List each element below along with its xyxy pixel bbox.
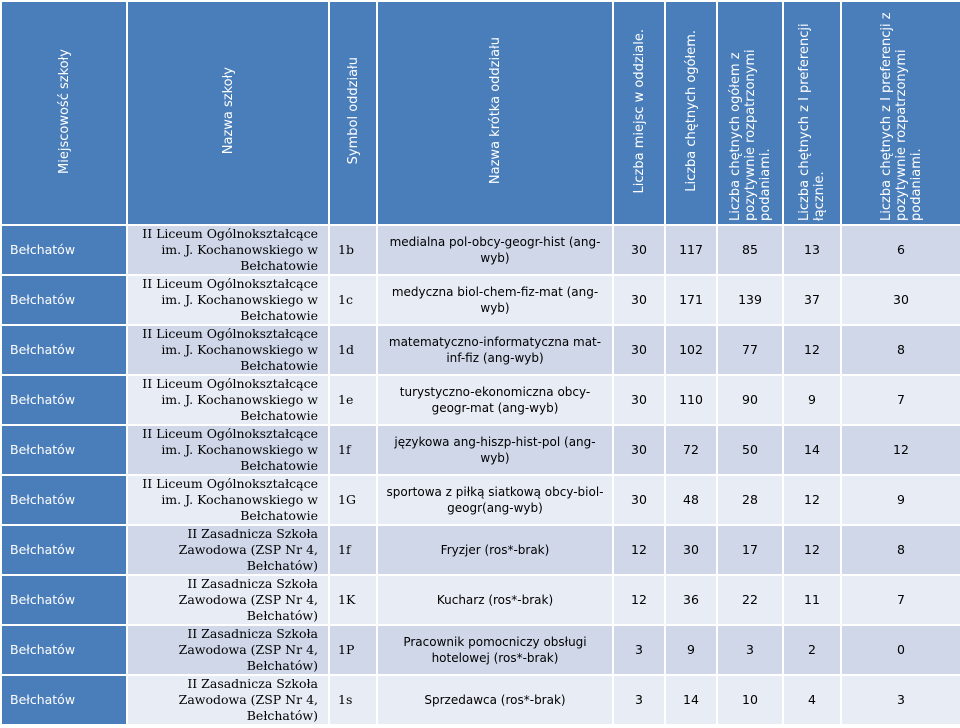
table-row xyxy=(2,526,960,574)
symbol-cell: 1b xyxy=(330,226,376,274)
places-cell: 30 xyxy=(614,426,664,474)
places-cell: 30 xyxy=(614,376,664,424)
applicants-positive-cell: 50 xyxy=(718,426,782,474)
school-cell: II Liceum Ogólnokształcące im. J. Kochanowskiego w Bełchatowie xyxy=(128,376,328,424)
pref1-positive-cell: 30 xyxy=(842,276,960,324)
symbol-cell: 1G xyxy=(330,476,376,524)
pref1-total-cell: 14 xyxy=(784,426,840,474)
applicants-total-cell: 9 xyxy=(666,626,716,674)
applicants-total-cell: 30 xyxy=(666,526,716,574)
pref1-positive-cell: 9 xyxy=(842,476,960,524)
table-row xyxy=(2,476,960,524)
header-pref1-total: Liczba chętnych z I preferencji łącznie. xyxy=(784,2,840,224)
pref1-positive-cell: 8 xyxy=(842,326,960,374)
city-cell: Bełchatów xyxy=(2,226,126,274)
city-cell: Bełchatów xyxy=(2,376,126,424)
class-name-cell: językowa ang-hiszp-hist-pol (ang-wyb) xyxy=(378,426,612,474)
applicants-positive-cell: 90 xyxy=(718,376,782,424)
applicants-total-cell: 14 xyxy=(666,676,716,724)
header-school: Nazwa szkoły xyxy=(128,2,328,224)
pref1-total-cell: 2 xyxy=(784,626,840,674)
city-cell: Bełchatów xyxy=(2,476,126,524)
pref1-total-cell: 12 xyxy=(784,526,840,574)
pref1-positive-cell: 7 xyxy=(842,376,960,424)
city-cell: Bełchatów xyxy=(2,576,126,624)
places-cell: 12 xyxy=(614,576,664,624)
class-name-cell: turystyczno-ekonomiczna obcy-geogr-mat (ang-wyb) xyxy=(378,376,612,424)
school-cell: II Liceum Ogólnokształcące im. J. Kochanowskiego w Bełchatowie xyxy=(128,326,328,374)
class-name-cell: Kucharz (ros*-brak) xyxy=(378,576,612,624)
pref1-total-cell: 11 xyxy=(784,576,840,624)
pref1-positive-cell: 7 xyxy=(842,576,960,624)
symbol-cell: 1s xyxy=(330,676,376,724)
applicants-total-cell: 171 xyxy=(666,276,716,324)
symbol-cell: 1e xyxy=(330,376,376,424)
city-cell: Bełchatów xyxy=(2,526,126,574)
pref1-positive-cell: 3 xyxy=(842,676,960,724)
class-name-cell: sportowa z piłką siatkową obcy-biol-geogr(ang-wyb) xyxy=(378,476,612,524)
city-cell: Bełchatów xyxy=(2,626,126,674)
applicants-total-cell: 36 xyxy=(666,576,716,624)
applicants-positive-cell: 3 xyxy=(718,626,782,674)
school-cell: II Liceum Ogólnokształcące im. J. Kochanowskiego w Bełchatowie xyxy=(128,276,328,324)
applicants-total-cell: 102 xyxy=(666,326,716,374)
places-cell: 30 xyxy=(614,276,664,324)
table-row xyxy=(2,626,960,674)
school-cell: II Liceum Ogólnokształcące im. J. Kochanowskiego w Bełchatowie xyxy=(128,426,328,474)
pref1-positive-cell: 0 xyxy=(842,626,960,674)
symbol-cell: 1d xyxy=(330,326,376,374)
applicants-positive-cell: 22 xyxy=(718,576,782,624)
symbol-cell: 1f xyxy=(330,426,376,474)
table-row xyxy=(2,576,960,624)
header-symbol: Symbol oddziału xyxy=(330,2,376,224)
places-cell: 12 xyxy=(614,526,664,574)
symbol-cell: 1c xyxy=(330,276,376,324)
places-cell: 30 xyxy=(614,326,664,374)
applicants-positive-cell: 17 xyxy=(718,526,782,574)
places-cell: 30 xyxy=(614,476,664,524)
table-body xyxy=(2,226,960,724)
class-name-cell: Sprzedawca (ros*-brak) xyxy=(378,676,612,724)
header-places: Liczba miejsc w oddziale. xyxy=(614,2,664,224)
pref1-total-cell: 13 xyxy=(784,226,840,274)
header-row xyxy=(2,2,960,224)
city-cell: Bełchatów xyxy=(2,426,126,474)
table-row xyxy=(2,376,960,424)
header-pref1-positive: Liczba chętnych z I preferencji z pozytywnie rozpatrzonymi podaniami. xyxy=(842,2,960,224)
table-row xyxy=(2,326,960,374)
pref1-positive-cell: 12 xyxy=(842,426,960,474)
applicants-positive-cell: 139 xyxy=(718,276,782,324)
pref1-total-cell: 12 xyxy=(784,326,840,374)
school-cell: II Zasadnicza Szkoła Zawodowa (ZSP Nr 4, Bełchatów) xyxy=(128,626,328,674)
applicants-total-cell: 110 xyxy=(666,376,716,424)
header-applicants-total: Liczba chętnych ogółem. xyxy=(666,2,716,224)
header-city: Miejscowość szkoły xyxy=(2,2,126,224)
school-cell: II Zasadnicza Szkoła Zawodowa (ZSP Nr 4, Bełchatów) xyxy=(128,576,328,624)
city-cell: Bełchatów xyxy=(2,326,126,374)
class-name-cell: Fryzjer (ros*-brak) xyxy=(378,526,612,574)
applicants-positive-cell: 85 xyxy=(718,226,782,274)
symbol-cell: 1K xyxy=(330,576,376,624)
pref1-total-cell: 9 xyxy=(784,376,840,424)
places-cell: 3 xyxy=(614,626,664,674)
school-cell: II Zasadnicza Szkoła Zawodowa (ZSP Nr 4, Bełchatów) xyxy=(128,526,328,574)
pref1-positive-cell: 8 xyxy=(842,526,960,574)
class-name-cell: matematyczno-informatyczna mat-inf-fiz (ang-wyb) xyxy=(378,326,612,374)
places-cell: 30 xyxy=(614,226,664,274)
table-row xyxy=(2,676,960,724)
table-row xyxy=(2,276,960,324)
table-row xyxy=(2,426,960,474)
pref1-total-cell: 37 xyxy=(784,276,840,324)
city-cell: Bełchatów xyxy=(2,676,126,724)
applicants-positive-cell: 77 xyxy=(718,326,782,374)
table-row xyxy=(2,226,960,274)
applicants-total-cell: 72 xyxy=(666,426,716,474)
symbol-cell: 1f xyxy=(330,526,376,574)
applicants-positive-cell: 10 xyxy=(718,676,782,724)
pref1-total-cell: 4 xyxy=(784,676,840,724)
school-cell: II Liceum Ogólnokształcące im. J. Kochanowskiego w Bełchatowie xyxy=(128,226,328,274)
school-cell: II Liceum Ogólnokształcące im. J. Kochanowskiego w Bełchatowie xyxy=(128,476,328,524)
pref1-total-cell: 12 xyxy=(784,476,840,524)
city-cell: Bełchatów xyxy=(2,276,126,324)
applicants-total-cell: 48 xyxy=(666,476,716,524)
symbol-cell: 1P xyxy=(330,626,376,674)
pref1-positive-cell: 6 xyxy=(842,226,960,274)
header-applicants-positive: Liczba chętnych ogółem z pozytywnie rozpatrzonymi podaniami. xyxy=(718,2,782,224)
applicants-total-cell: 117 xyxy=(666,226,716,274)
header-short-name: Nazwa krótka oddziału xyxy=(378,2,612,224)
class-name-cell: medyczna biol-chem-fiz-mat (ang-wyb) xyxy=(378,276,612,324)
class-name-cell: medialna pol-obcy-geogr-hist (ang-wyb) xyxy=(378,226,612,274)
class-name-cell: Pracownik pomocniczy obsługi hotelowej (ros*-brak) xyxy=(378,626,612,674)
applicants-positive-cell: 28 xyxy=(718,476,782,524)
places-cell: 3 xyxy=(614,676,664,724)
school-cell: II Zasadnicza Szkoła Zawodowa (ZSP Nr 4, Bełchatów) xyxy=(128,676,328,724)
